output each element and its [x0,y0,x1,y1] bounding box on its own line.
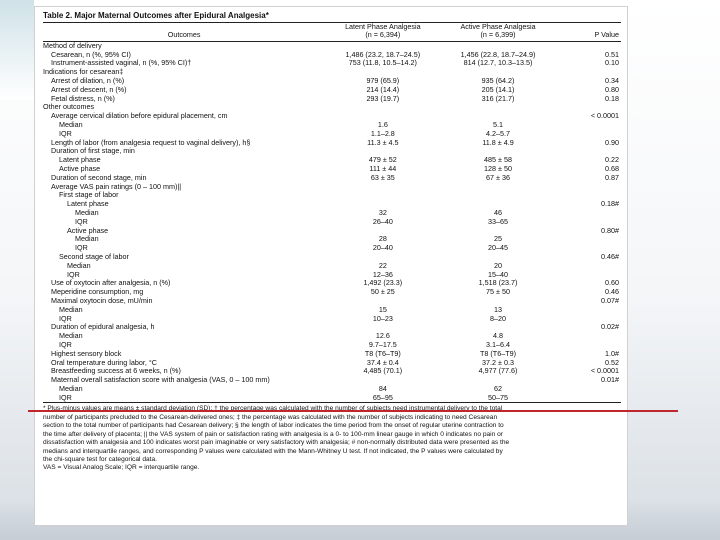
table-row [43,156,621,165]
row-label: Fetal distress, n (%) [51,94,115,103]
row-p-value: 0.46 [605,288,619,297]
row-p-value: 0.46# [601,252,619,261]
row-latent-value: 84 [378,384,387,393]
row-p-value [556,103,621,112]
row-label: IQR [59,129,72,138]
row-active-value [440,200,555,209]
row-p-value: 0.18 [605,94,619,103]
table-footnotes [43,405,621,472]
row-active-value: 4.2–5.7 [486,129,510,138]
row-label: Highest sensory block [51,349,122,358]
table-row [43,209,621,218]
row-active-value [440,191,555,200]
row-label: Median [75,235,99,244]
row-p-value [556,130,621,139]
row-latent-value [325,200,440,209]
table-row [43,174,621,183]
row-p-value [556,209,621,218]
row-label: IQR [59,340,72,349]
table-row [43,103,621,112]
slide-background-accent [0,0,34,100]
row-label: IQR [59,393,72,402]
row-active-value: 935 (64.2) [481,77,515,85]
row-label: Median [75,208,99,217]
table-row [43,68,621,77]
row-latent-value [325,42,440,51]
table-row [43,279,621,288]
row-p-value [556,121,621,130]
table-row [43,394,621,403]
row-latent-value: 63 ± 35 [370,173,395,182]
row-p-value [556,244,621,253]
row-label: Latent phase [67,200,109,209]
row-label: Active phase [59,164,101,173]
table-row [43,323,621,332]
row-label: First stage of labor [59,191,119,200]
table-row [43,315,621,324]
row-p-value [556,147,621,156]
row-latent-value: 28 [378,235,387,244]
row-p-value [556,332,621,341]
row-active-value [440,112,555,121]
row-active-value [440,183,555,192]
row-p-value: 0.34 [605,77,619,85]
row-latent-value: 26–40 [372,217,393,226]
row-p-value: < 0.0001 [590,367,619,376]
row-active-value: 20 [494,261,503,270]
row-active-value [440,42,555,51]
row-p-value [556,306,621,315]
row-latent-value [325,112,440,121]
row-latent-value [325,376,440,385]
row-p-value [556,235,621,244]
row-p-value: 0.68 [605,164,619,173]
row-label: Arrest of descent, n (%) [51,85,127,94]
row-active-value: 8–20 [490,314,507,323]
row-latent-value [325,183,440,192]
table-row [43,183,621,192]
table-row [43,288,621,297]
row-active-value: 5.1 [493,120,504,129]
row-p-value: 0.02# [601,323,619,332]
header-latent: Latent Phase Analgesia (n = 6,394) [345,23,421,40]
row-active-value: 46 [494,208,503,217]
row-p-value: 0.87 [605,173,619,182]
row-p-value [556,191,621,200]
row-label: IQR [67,270,80,279]
footnote-line: the chi-square test for categorical data. [43,455,157,463]
row-latent-value: 9.7–17.5 [368,340,397,349]
table-row [43,191,621,200]
row-latent-value [325,191,440,200]
row-active-value: 3.1–6.4 [486,340,510,349]
table-row [43,130,621,139]
row-latent-value: 22 [378,261,387,270]
row-active-value [440,227,555,236]
footnote-line: section to the total number of participants had Cesarean delivery; § the length of labor indicates the time period from the onset of regular uterine contraction to [43,422,504,430]
row-p-value [556,42,621,51]
row-label: Other outcomes [43,103,95,112]
row-active-value [440,297,555,306]
header-active: Active Phase Analgesia (n = 6,399) [460,23,536,40]
table-row [43,121,621,130]
footnote-line: * Plus-minus values are means ± standard deviation (SD); † the percentage was calculated with the number of subjects need instrumental delivery to the total [43,405,503,413]
row-latent-value: T8 (T6–T9) [364,349,401,358]
row-latent-value: 15 [378,305,387,314]
row-active-value [440,103,555,112]
outcomes-table [43,23,621,41]
row-label: Duration of first stage, min [51,147,135,156]
row-active-value: 15–40 [488,270,509,279]
row-p-value [556,183,621,192]
row-p-value: 0.80 [605,85,619,94]
row-label: Duration of epidural analgesia, h [51,323,155,332]
row-p-value: 1.0# [605,349,619,358]
row-active-value: 62 [494,384,503,393]
footnote-line: medians and interquartile ranges, and corresponding P values were calculated with the Mann-Whitney U test. If not indicated, the P values were calculated by [43,447,503,455]
row-active-value: 316 (21.7) [481,94,515,103]
row-p-value [556,262,621,271]
table-row [43,244,621,253]
row-label: Maternal overall satisfaction score with analgesia (VAS, 0 – 100 mm) [51,376,270,385]
row-label: Instrument-assisted vaginal, n (%, 95% CI)† [51,59,192,68]
header-outcomes: Outcomes [167,30,201,40]
footnote-line: the time after delivery of placenta; || the VAS system of pain or satisfaction rating with analgesia is a 0- to 100-mm linear gauge in which 0 indicates no pain or [43,430,503,438]
row-p-value: 0.10 [605,59,619,68]
row-active-value: 67 ± 36 [486,173,510,182]
row-latent-value [325,253,440,262]
table-row [43,42,621,51]
row-active-value: 1,518 (23.7) [478,279,518,288]
row-p-value [556,394,621,403]
row-latent-value: 111 ± 44 [369,164,397,173]
table-document [34,6,628,526]
row-active-value: 13 [494,305,503,314]
row-active-value: 75 ± 50 [486,288,510,297]
table-row [43,235,621,244]
row-active-value: 50–75 [488,393,509,402]
table-row [43,86,621,95]
row-label: Median [67,261,91,270]
table-row [43,218,621,227]
row-label: Median [59,332,83,341]
table-row [43,59,621,68]
header-row [43,23,621,41]
row-label: Latent phase [59,156,101,165]
row-label: Meperidine consumption, mg [51,288,144,297]
table-row [43,297,621,306]
row-latent-value: 65–95 [372,393,393,402]
row-label: Use of oxytocin after analgesia, n (%) [51,279,171,288]
table-row [43,165,621,174]
row-p-value: 0.07# [601,296,619,305]
row-label: Duration of second stage, min [51,173,147,182]
row-active-value [440,323,555,332]
row-label: Active phase [67,226,109,235]
row-latent-value: 11.3 ± 4.5 [367,138,399,147]
row-label: Method of delivery [43,41,102,50]
row-p-value [556,341,621,350]
row-label: Breastfeeding success at 6 weeks, n (%) [51,367,181,376]
row-active-value: 4.8 [493,332,504,341]
table-row [43,359,621,368]
row-p-value: 0.01# [601,376,619,385]
row-p-value: 0.60 [605,279,619,288]
table-row [43,253,621,262]
row-active-value: 20–45 [488,244,509,253]
row-label: Maximal oxytocin dose, mU/min [51,296,153,305]
table-row [43,139,621,148]
row-active-value: 37.2 ± 0.3 [482,358,514,367]
footnote-line: VAS = Visual Analog Scale; IQR = interquartile range. [43,464,200,472]
row-latent-value: 10–23 [372,314,393,323]
row-latent-value [325,103,440,112]
footnote-line: number of participants precluded to the Cesarean-delivered ones; ‡ the percentage was calculated with the number of subjects indicating to need Cesarean [43,413,498,421]
row-active-value: 205 (14.1) [481,85,515,94]
table-row [43,95,621,104]
row-label: Median [59,305,83,314]
row-active-value [440,253,555,262]
row-p-value: 0.90 [605,138,619,147]
row-label: Median [59,120,83,129]
row-label: Average cervical dilation before epidural placement, cm [51,112,228,121]
row-label: Length of labor (from analgesia request to vaginal delivery), h§ [51,138,251,147]
row-p-value: < 0.0001 [590,112,619,121]
row-latent-value [325,297,440,306]
row-latent-value [325,147,440,156]
row-active-value: 1,456 (22.8, 18.7–24.9) [460,50,536,59]
table-row [43,341,621,350]
row-p-value: 0.18# [601,200,619,209]
row-latent-value: 1,486 (23.2, 18.7–24.5) [345,50,421,59]
row-active-value: 485 ± 58 [484,156,512,165]
row-p-value: 0.52 [605,358,619,367]
row-active-value: 814 (12.7, 10.3–13.5) [463,59,533,68]
row-active-value: 4,977 (77.6) [478,367,518,376]
table-row [43,306,621,315]
row-label: Cesarean, n (%, 95% CI) [51,50,131,59]
row-latent-value: 4,485 (70.1) [363,367,403,376]
row-latent-value [325,323,440,332]
row-latent-value [325,227,440,236]
row-p-value [556,271,621,280]
table-row [43,147,621,156]
row-latent-value: 50 ± 25 [370,288,395,297]
table-row [43,271,621,280]
row-latent-value: 37.4 ± 0.4 [366,358,399,367]
row-label: IQR [75,217,88,226]
row-active-value: 25 [494,235,503,244]
row-active-value: 11.8 ± 4.9 [482,138,514,147]
row-latent-value: 214 (14.4) [366,85,400,94]
row-latent-value: 1.6 [377,120,388,129]
row-latent-value: 979 (65.9) [366,77,400,85]
footnote-line: dissatisfaction with analgesia and 100 indicates worst pain imaginable or very satisfactory with analgesia; # non-normally distributed data were presented as the [43,439,510,447]
table-row [43,227,621,236]
header-p-value: P Value [594,30,619,40]
row-latent-value: 20–40 [372,244,393,253]
row-p-value [556,68,621,77]
row-p-value [556,218,621,227]
table-row [43,367,621,376]
row-active-value: 128 ± 50 [484,164,512,173]
row-latent-value: 1.1–2.8 [370,129,395,138]
table-row [43,262,621,271]
table-row [43,376,621,385]
row-label: Second stage of labor [59,252,129,261]
row-p-value: 0.22 [605,156,619,165]
outcomes-table-body [43,42,621,403]
row-active-value [440,68,555,77]
row-label: IQR [59,314,72,323]
row-label: Oral temperature during labor, °C [51,358,157,367]
row-p-value: 0.51 [605,50,619,59]
row-active-value: T8 (T6–T9) [480,349,516,358]
row-latent-value: 293 (19.7) [366,94,400,103]
highlight-line [28,410,678,412]
table-title: Table 2. Major Maternal Outcomes after Epidural Analgesia* [43,11,269,20]
row-active-value [440,376,555,385]
row-latent-value: 32 [378,208,387,217]
table-row [43,77,621,86]
table-row [43,112,621,121]
row-latent-value: 479 ± 52 [368,156,397,165]
row-latent-value: 12.6 [375,332,390,341]
table-row [43,350,621,359]
row-label: Average VAS pain ratings (0 – 100 mm)|| [51,182,182,191]
row-label: IQR [75,244,88,253]
table-row [43,51,621,60]
bottom-rule [43,402,621,403]
row-latent-value: 12–36 [372,270,393,279]
row-latent-value: 1,492 (23.3) [363,279,403,288]
row-active-value: 33–65 [488,217,509,226]
row-p-value: 0.80# [601,226,619,235]
row-label: Median [59,384,83,393]
table-row [43,385,621,394]
row-latent-value: 753 (11.8, 10.5–14.2) [348,59,417,68]
row-p-value [556,385,621,394]
row-label: Indications for cesarean‡ [43,68,124,77]
row-active-value [440,147,555,156]
row-label: Arrest of dilation, n (%) [51,77,125,85]
table-row [43,200,621,209]
table-row [43,332,621,341]
row-p-value [556,315,621,324]
row-latent-value [325,68,440,77]
